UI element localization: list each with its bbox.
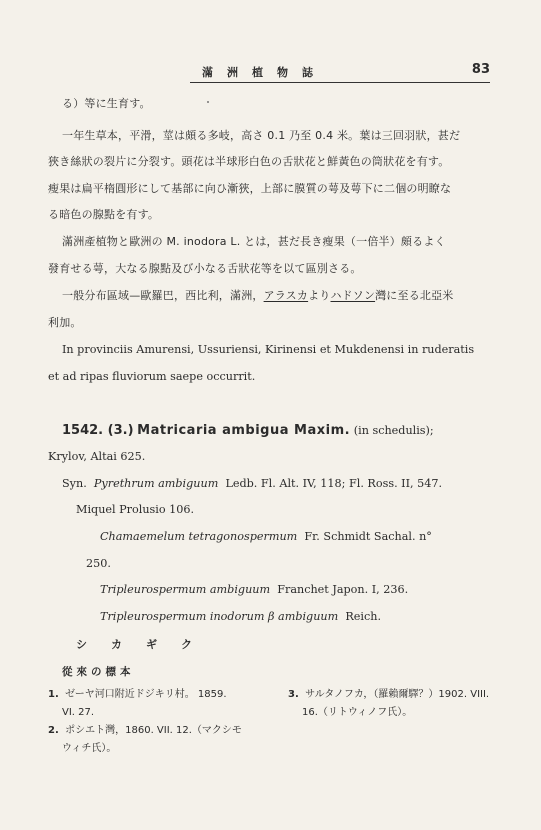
text-line: 瘦果は扁平楕圓形にして基部に向ひ漸狹，上部に膜質の萼及萼下に二個の明瞭な [48,182,452,195]
latin-line: et ad ripas fluviorum saepe occurrit. [48,370,256,383]
specimen-item [48,688,227,702]
specimen-item [48,724,242,738]
synonym-line [100,530,432,544]
synonym-reference: Franchet Japon. I, 236. [277,583,409,596]
distribution-text: 一般分布區域—歐羅巴，西比利，滿洲， [62,289,264,302]
specimen-text: ポシエト灣，1860. VII. 12.（マクシモ [65,725,242,736]
syn-prefix: Syn. [62,477,87,490]
synonym-line [100,583,408,597]
synonym-name: Tripleurospermum inodorum β ambiguum [100,610,339,623]
specimen-number: 3. [288,689,299,700]
synonym-reference: Fr. Schmidt Sachal. n° [304,530,432,543]
latin-line: In provinciis Amurensi, Ussuriensi, Kirinensi et Mukdenensi in ruderatis [62,343,475,356]
species-number: 1542. (3.) [62,423,134,438]
specimen-text: サルタノフカ，（羅賴爾驛？）1902. VIII. [305,689,490,700]
text-line: 狹き絲狀の裂片に分裂す。頭花は半球形白色の舌狀花と鮮黃色の筒狀花を有す。 [48,155,450,168]
place-alaska: アラスカ [263,289,309,302]
japanese-name: シカギク [76,638,216,651]
text-line: 一年生草本，平滑，莖は頗る多岐，高さ 0.1 乃至 0.4 米。葉は三回羽狀，甚だ [62,129,461,142]
specimen-item [288,688,489,702]
synonym-cont: Miquel Prolusio 106. [76,503,195,516]
synonym-name: Pyrethrum ambiguum [93,477,219,490]
specimen-number: 2. [48,725,59,736]
page-number: 83 [471,62,490,77]
specimen-number: 1. [48,689,59,700]
running-title: 滿洲植物誌 [202,66,327,79]
distribution-text: より [308,289,331,302]
species-heading [62,423,434,438]
species-name: Matricaria ambigua Maxim. [137,423,351,438]
synonym-reference: Reich. [345,610,382,623]
print-speck [207,101,209,103]
specimen-text: ゼーヤ河口附近ドジキリ村。 1859. [65,689,227,700]
distribution-text: 灣に至る北亞米 [375,289,454,302]
place-hudson: ハドソン [330,289,376,302]
distribution-line [62,289,454,303]
specimen-cont: 16.（リトウィノフ氏）。 [302,707,413,718]
text-line: る暗色の腺點を有す。 [48,208,160,221]
synonym-line [100,610,381,624]
specimen-cont: VI. 27. [62,707,95,718]
specimens-title: 從來の標本 [62,666,135,678]
reference-line: Krylov, Altai 625. [48,450,146,463]
species-note: (in schedulis); [353,424,434,437]
synonym-name: Chamaemelum tetragonospermum [100,530,298,543]
text-line: 發育せる萼，大なる腺點及び小なる舌狀花等を以て區別さる。 [48,262,362,275]
text-line: る）等に生育す。 [62,97,151,110]
text-line: 滿洲產植物と歐洲の M. inodora L. とは，甚だ長き瘦果（一倍半）頗るよく [62,235,446,248]
specimen-cont: ウィチ氏）。 [62,743,117,754]
synonym-reference: Ledb. Fl. Alt. IV, 118; Fl. Ross. II, 547. [225,477,443,490]
text-line: 利加。 [48,316,82,329]
synonym-name: Tripleurospermum ambiguum [100,583,271,596]
synonym-line [62,477,442,491]
synonym-cont: 250. [86,557,111,570]
page-header [190,64,490,83]
